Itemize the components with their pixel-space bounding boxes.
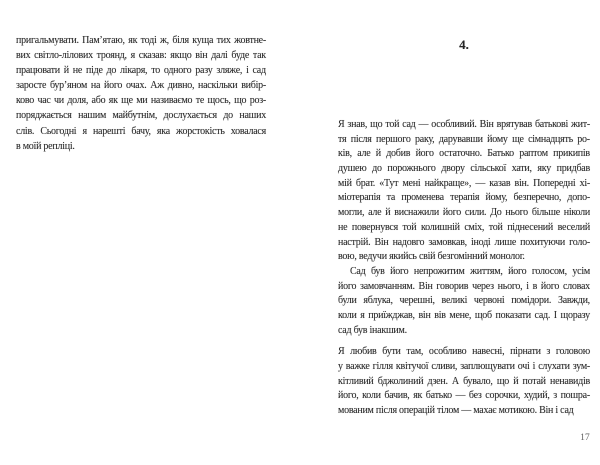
text-line: у важке гілля квітучої сливи, заплющувати очі і слухати зум- (338, 361, 590, 372)
paragraph (338, 265, 590, 338)
left-page-text-block (16, 33, 266, 154)
text-line: міотерапія та променева терапія йому, безперечно, допо- (338, 192, 590, 204)
chapter-heading: 4. (459, 37, 469, 52)
text-line: пригальмувати. Пам’ятаю, як тоді ж, біля куща тих жовтне- (16, 35, 266, 46)
text-line: мованим після операцій тілом — махає мотикою. Він і сад (338, 405, 574, 417)
text-line: заросте бур’яном на його очах. Аж дивно, наскільки вибір- (16, 80, 266, 92)
text-line: слів. Сьогодні я нарешті бачу, яка жорстокість ховалася (16, 125, 266, 137)
text-line: Сад був його непрожитим життям, його голосом, усім (350, 265, 590, 277)
text-line: тя після першого раку, дарувавши йому ще сімнадцять ро- (338, 133, 590, 145)
right-page-text-block (338, 118, 590, 419)
text-line: коли я приїжджав, він вів мене, щоб показати сад. І щоразу (338, 309, 590, 321)
text-line: поряджається нашим майбутнім, дослухається до наших (16, 110, 266, 122)
text-line: не повернувся той колишній сміх, той піднесений веселий (338, 221, 590, 233)
text-line: вою, ведучи якийсь свій безгомінний монолог. (338, 251, 525, 263)
text-line: могли, але й виснажили його сили. До нього більше ніколи (338, 207, 590, 219)
text-line: ково час чи доля, або як ще ми називаємо те щось, що роз- (16, 95, 266, 107)
text-line: ків, але й добив його остаточно. Батько раптом прикипів (338, 148, 590, 160)
text-line: сад був інакшим. (338, 324, 407, 336)
text-line: Я знав, що той сад — особливий. Він врятував батькові жит- (338, 119, 590, 130)
text-line: настрій. Він надовго замовкав, іноді лише похитуючи голо- (338, 236, 590, 248)
paragraph (16, 33, 266, 154)
text-line: працювати й не піде до лікаря, то одного разу зляже, і сад (16, 65, 266, 77)
text-line: були яблука, черешні, великі червоні помідори. Завжди, (338, 295, 590, 307)
text-line: Я любив бути там, особливо навесні, пірнати з головою (338, 346, 590, 358)
page-number: 17 (580, 433, 590, 443)
text-line: його замовчанням. Він говорив через нього, і в його словах (338, 280, 590, 292)
text-line: вих світло-лілових троянд, я сказав: якщо він далі буде так (16, 50, 266, 62)
paragraph (338, 118, 590, 265)
text-line: кітливий бджолиний дзен. А бувало, що й потай ненавидів (338, 375, 590, 387)
text-line: його, коли бачив, як батько — без сорочки, худий, з пошра- (338, 390, 590, 402)
paragraph (338, 345, 590, 418)
text-line: мій брат. «Тут мені найкраще», — казав він. Попередні хі- (338, 177, 590, 189)
text-line: в моїй репліці. (16, 140, 75, 152)
text-line: душею до порожнього двору сільської хати, яку придбав (338, 163, 590, 175)
